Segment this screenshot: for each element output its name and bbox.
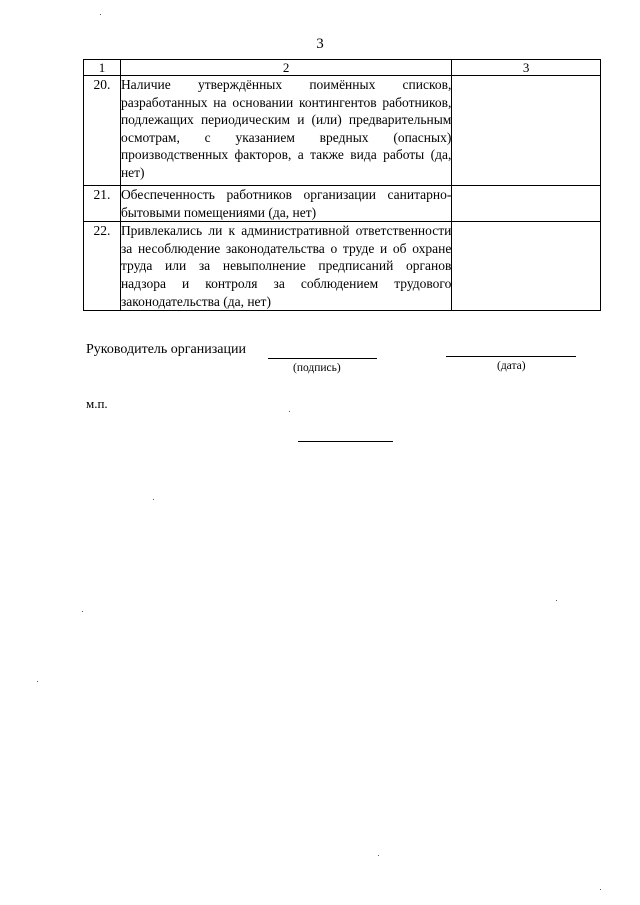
row-number: 21. — [84, 186, 121, 222]
date-line[interactable] — [446, 356, 576, 357]
row-number: 20. — [84, 76, 121, 186]
scan-speck — [600, 889, 601, 890]
row-question: Привлекались ли к административной ответственности за несоблюдение законодательства о труде и об охране труда или за невыполнение предписаний органов надзора и контроля за соблюдением трудового законодательства (да, нет) — [120, 222, 451, 311]
scan-speck — [378, 855, 379, 856]
column-header-1: 1 — [84, 60, 121, 76]
signature-label: Руководитель организации — [86, 342, 246, 357]
row-number: 22. — [84, 222, 121, 311]
column-header-3: 3 — [452, 60, 601, 76]
scan-speck — [100, 14, 101, 15]
table-row — [84, 186, 601, 222]
row-answer-cell[interactable] — [452, 222, 601, 311]
scan-speck — [556, 600, 557, 601]
signature-line[interactable] — [268, 358, 377, 359]
row-question: Наличие утверждённых поимённых списков, разработанных на основании контингентов работников, подлежащих периодическим и (или) предварительным осмотрам, с указанием вредных (опасных) производственных факторов, а также вида работы (да, нет) — [120, 76, 451, 186]
row-answer-cell[interactable] — [452, 186, 601, 222]
date-caption: (дата) — [497, 360, 526, 372]
scan-speck — [82, 611, 83, 612]
table-row — [84, 76, 601, 186]
scan-speck — [153, 499, 154, 500]
row-question: Обеспеченность работников организации санитарно-бытовыми помещениями (да, нет) — [120, 186, 451, 222]
checklist-table — [83, 59, 601, 311]
signature-caption: (подпись) — [293, 362, 341, 374]
table-header-row — [84, 60, 601, 76]
closing-divider — [298, 441, 393, 442]
scan-speck — [289, 411, 290, 412]
scan-speck — [37, 681, 38, 682]
row-answer-cell[interactable] — [452, 76, 601, 186]
table-row — [84, 222, 601, 311]
stamp-label: м.п. — [86, 396, 108, 411]
column-header-2: 2 — [120, 60, 451, 76]
page-number: 3 — [316, 36, 324, 52]
